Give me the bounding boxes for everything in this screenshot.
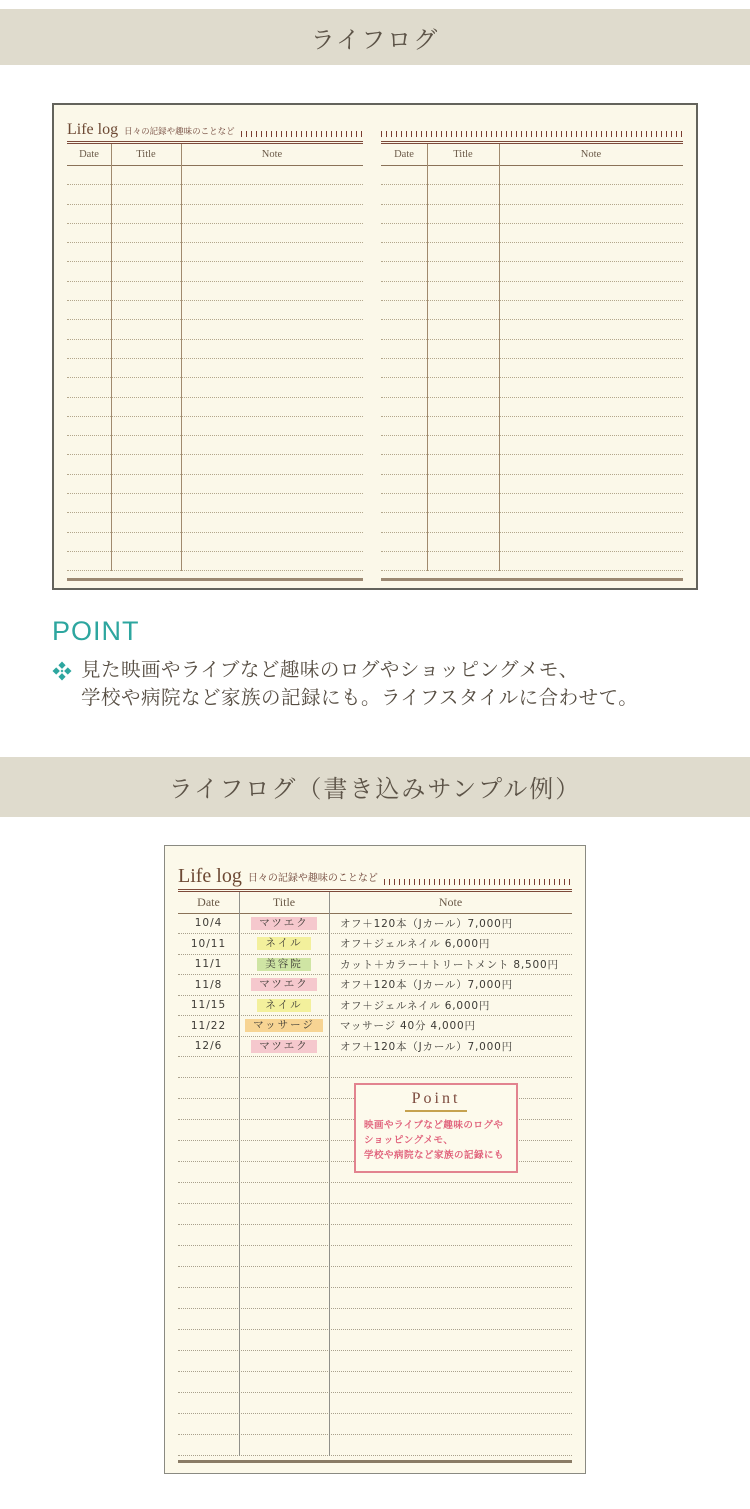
column-divider bbox=[111, 144, 112, 571]
lifelog-logo: Life log bbox=[67, 121, 119, 138]
lifelog-subtitle: 日々の記録や趣味のことなど bbox=[124, 126, 235, 136]
column-header-title: Title bbox=[453, 149, 473, 160]
log-entry-row bbox=[178, 914, 572, 935]
column-header-date: Date bbox=[197, 894, 220, 909]
diamond-cluster-icon bbox=[52, 661, 72, 713]
ruled-row bbox=[178, 1246, 572, 1267]
ruled-row bbox=[178, 1183, 572, 1204]
column-header-note: Note bbox=[438, 894, 463, 909]
point-text bbox=[81, 656, 638, 713]
entry-note: オフ＋120本（Jカール）7,000円 bbox=[340, 1040, 513, 1053]
point-section bbox=[52, 616, 712, 713]
notebook-right-table bbox=[381, 144, 683, 571]
log-entry-row bbox=[178, 996, 572, 1017]
entry-note: オフ＋ジェルネイル 6,000円 bbox=[340, 999, 491, 1012]
entry-date: 11/15 bbox=[190, 999, 227, 1012]
column-divider bbox=[499, 144, 500, 571]
notebook-left-page bbox=[67, 118, 363, 581]
column-header-row bbox=[178, 892, 572, 914]
point-box-title: Point bbox=[411, 1089, 461, 1107]
point-body bbox=[52, 656, 712, 713]
entry-title-highlight: マツエク bbox=[251, 1040, 316, 1053]
column-header-title: Title bbox=[272, 894, 296, 909]
column-divider bbox=[427, 144, 428, 571]
entry-title bbox=[239, 958, 329, 971]
point-box-line: 映画やライブなど趣味のログや bbox=[364, 1119, 504, 1131]
sample-page-image bbox=[164, 845, 586, 1474]
entry-title-highlight: ネイル bbox=[257, 937, 310, 950]
entry-title bbox=[239, 999, 329, 1012]
ruled-row bbox=[178, 1414, 572, 1435]
ruled-row bbox=[178, 1057, 572, 1078]
entry-title bbox=[239, 1019, 329, 1032]
column-header-date: Date bbox=[394, 149, 414, 160]
entry-note: オフ＋ジェルネイル 6,000円 bbox=[340, 938, 491, 951]
column-divider bbox=[329, 892, 330, 1457]
section-banner-sample bbox=[0, 757, 750, 817]
section-banner-sample-label: ライフログ（書き込みサンプル例） bbox=[168, 776, 582, 804]
ruled-row bbox=[178, 1309, 572, 1330]
log-entry-row bbox=[178, 955, 572, 976]
page-bottom-rule bbox=[381, 578, 683, 581]
ruled-row bbox=[178, 1351, 572, 1372]
point-text-line2: 学校や病院など家族の記録にも。ライフスタイルに合わせて。 bbox=[81, 687, 639, 710]
entry-date: 11/1 bbox=[194, 958, 223, 971]
entry-date: 10/11 bbox=[190, 937, 227, 950]
notebook-left-table bbox=[67, 144, 363, 571]
point-text-line1: 見た映画やライブなど趣味のログやショッピングメモ、 bbox=[81, 659, 579, 681]
ruled-row bbox=[178, 1225, 572, 1246]
log-entry-row bbox=[178, 1037, 572, 1058]
column-divider bbox=[181, 144, 182, 571]
lifelog-subtitle: 日々の記録や趣味のことなど bbox=[247, 872, 378, 884]
page-bottom-rule bbox=[67, 578, 363, 581]
point-box-line: ショッピングメモ、 bbox=[364, 1134, 454, 1146]
section-banner-lifelog bbox=[0, 9, 750, 65]
ruled-row bbox=[178, 1267, 572, 1288]
column-header-date: Date bbox=[79, 149, 99, 160]
point-heading: POINT bbox=[52, 616, 140, 646]
entry-date: 10/4 bbox=[194, 917, 223, 930]
tick-marks-decoration bbox=[384, 879, 572, 885]
column-header-note: Note bbox=[261, 149, 283, 160]
entry-title bbox=[239, 978, 329, 991]
entry-title-highlight: マッサージ bbox=[245, 1019, 323, 1032]
lifelog-logo: Life log bbox=[178, 864, 242, 887]
ruled-row bbox=[178, 1204, 572, 1225]
entry-note: マッサージ 40分 4,000円 bbox=[340, 1020, 476, 1033]
entry-note: オフ＋120本（Jカール）7,000円 bbox=[340, 917, 513, 930]
notebook-right-header bbox=[381, 118, 683, 144]
entry-date: 11/22 bbox=[190, 1019, 227, 1032]
column-header-note: Note bbox=[580, 149, 602, 160]
log-entry-row bbox=[178, 934, 572, 955]
ruled-row bbox=[178, 1288, 572, 1309]
point-box-text bbox=[364, 1118, 508, 1164]
entry-title bbox=[239, 937, 329, 950]
column-divider bbox=[239, 892, 240, 1457]
page-bottom-rule bbox=[178, 1460, 572, 1463]
ruled-row bbox=[178, 1330, 572, 1351]
log-entries bbox=[178, 914, 572, 1058]
log-entry-row bbox=[178, 1016, 572, 1037]
sample-table bbox=[178, 892, 572, 1457]
entry-date: 11/8 bbox=[194, 978, 223, 991]
ruled-row bbox=[178, 1393, 572, 1414]
entry-title-highlight: マツエク bbox=[251, 978, 316, 991]
entry-title bbox=[239, 917, 329, 930]
entry-date: 12/6 bbox=[194, 1040, 223, 1053]
ruled-row bbox=[178, 1372, 572, 1393]
entry-note: オフ＋120本（Jカール）7,000円 bbox=[340, 979, 513, 992]
sample-header bbox=[178, 859, 572, 892]
entry-title-highlight: マツエク bbox=[251, 917, 316, 930]
column-header-title: Title bbox=[136, 149, 156, 160]
log-entry-row bbox=[178, 975, 572, 996]
tick-marks-decoration bbox=[381, 131, 683, 137]
ruled-row bbox=[178, 1435, 572, 1456]
notebook-left-header bbox=[67, 118, 363, 144]
entry-title-highlight: ネイル bbox=[257, 999, 310, 1012]
section-banner-lifelog-label: ライフログ bbox=[310, 26, 440, 54]
tick-marks-decoration bbox=[241, 131, 363, 137]
notebook-right-page bbox=[381, 118, 683, 581]
point-callout-box bbox=[354, 1083, 518, 1174]
entry-note: カット＋カラー＋トリートメント 8,500円 bbox=[340, 958, 559, 971]
notebook-spread-image bbox=[52, 103, 698, 590]
entry-title-highlight: 美容院 bbox=[257, 958, 311, 971]
point-box-line: 学校や病院など家族の記録にも bbox=[364, 1149, 505, 1161]
gold-underline-decoration bbox=[405, 1110, 467, 1112]
entry-title bbox=[239, 1040, 329, 1053]
